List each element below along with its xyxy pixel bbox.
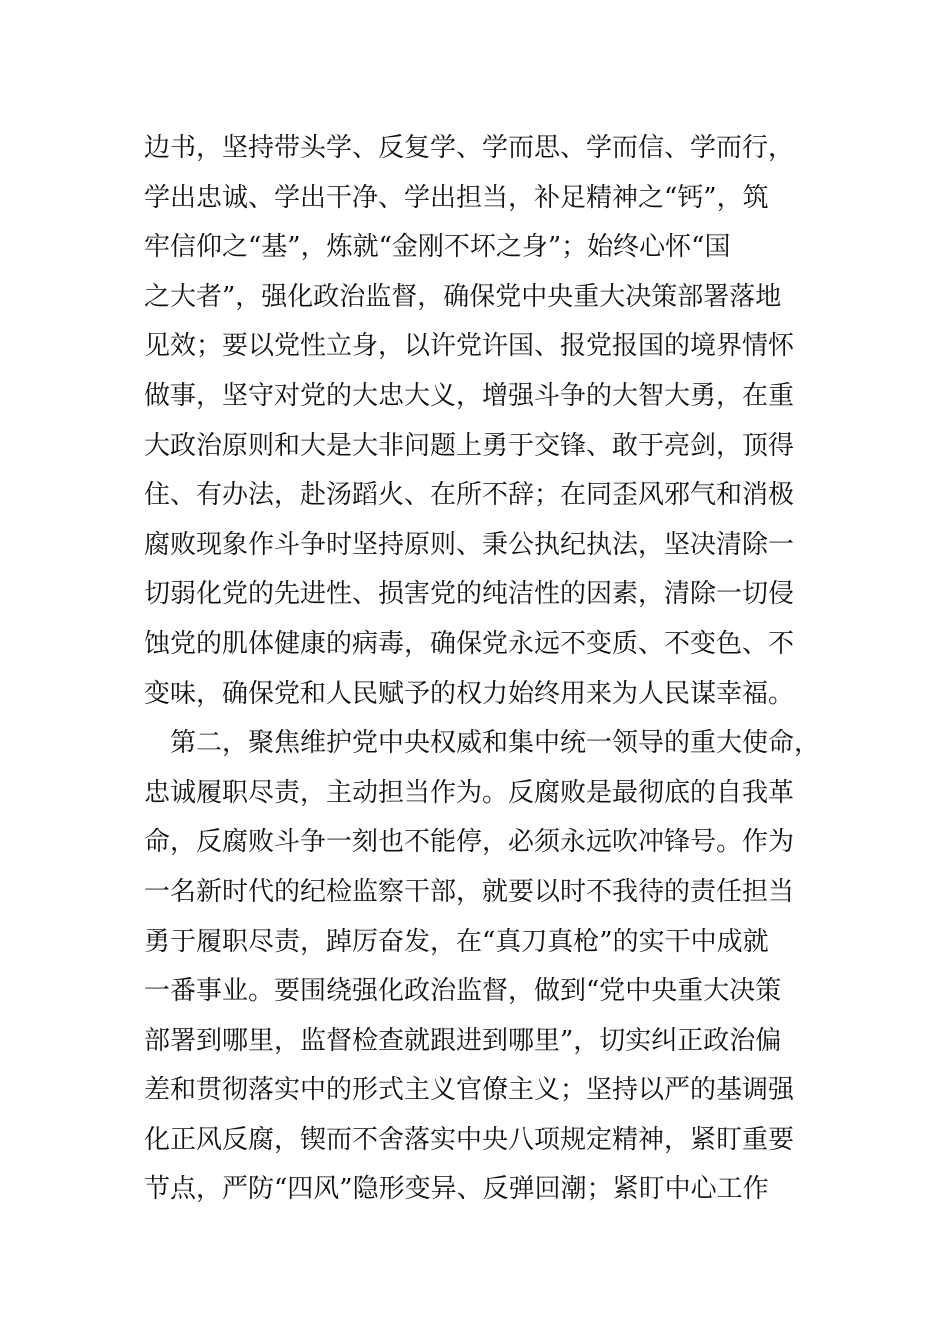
text-line: 一番事业。要围绕强化政治监督，做到“党中央重大决策 bbox=[144, 976, 782, 1007]
text-line: 学出忠诚、学出干净、学出担当，补足精神之“钙”，筑 bbox=[144, 182, 769, 213]
text-line: 忠诚履职尽责，主动担当作为。反腐败是最彻底的自我革 bbox=[144, 777, 795, 808]
body-text bbox=[144, 124, 824, 1215]
text-line: 差和贯彻落实中的形式主义官僚主义；坚持以严的基调强 bbox=[144, 1075, 795, 1106]
text-line: 切弱化党的先进性、损害党的纯洁性的因素，清除一切侵 bbox=[144, 579, 795, 610]
paragraph-start-line: 第二，聚焦维护党中央权威和集中统一领导的重大使命， bbox=[144, 728, 821, 759]
text-line: 边书，坚持带头学、反复学、学而思、学而信、学而行， bbox=[144, 133, 795, 163]
text-line: 一名新时代的纪检监察干部，就要以时不我待的责任担当 bbox=[144, 876, 795, 907]
text-line: 节点，严防“四风”隐形变异、反弹回潮；紧盯中心工作 bbox=[144, 1174, 769, 1205]
text-line: 部署到哪里，监督检查就跟进到哪里”，切实纠正政治偏 bbox=[144, 1025, 782, 1056]
text-line: 见效；要以党性立身，以许党许国、报党报国的境界情怀 bbox=[144, 331, 795, 362]
text-line: 住、有办法，赴汤蹈火、在所不辞；在同歪风邪气和消极 bbox=[144, 480, 795, 511]
text-line: 蚀党的肌体健康的病毒，确保党永远不变质、不变色、不 bbox=[144, 628, 795, 659]
text-line: 化正风反腐，锲而不舍落实中央八项规定精神，紧盯重要 bbox=[144, 1124, 795, 1155]
text-line: 之大者”，强化政治监督，确保党中央重大决策部署落地 bbox=[144, 281, 782, 312]
text-line: 大政治原则和大是大非问题上勇于交锋、敢于亮剑，顶得 bbox=[144, 430, 795, 461]
text-line: 勇于履职尽责，踔厉奋发，在“真刀真枪”的实干中成就 bbox=[144, 926, 769, 957]
text-line: 命，反腐败斗争一刻也不能停，必须永远吹冲锋号。作为 bbox=[144, 827, 795, 858]
text-line: 腐败现象作斗争时坚持原则、秉公执纪执法，坚决清除一 bbox=[144, 529, 795, 560]
text-line: 做事，坚守对党的大忠大义，增强斗争的大智大勇，在重 bbox=[144, 380, 795, 411]
text-line: 牢信仰之“基”，炼就“金刚不坏之身”；始终心怀“国 bbox=[144, 232, 731, 263]
text-line: 变味，确保党和人民赋予的权力始终用来为人民谋幸福。 bbox=[144, 678, 795, 709]
